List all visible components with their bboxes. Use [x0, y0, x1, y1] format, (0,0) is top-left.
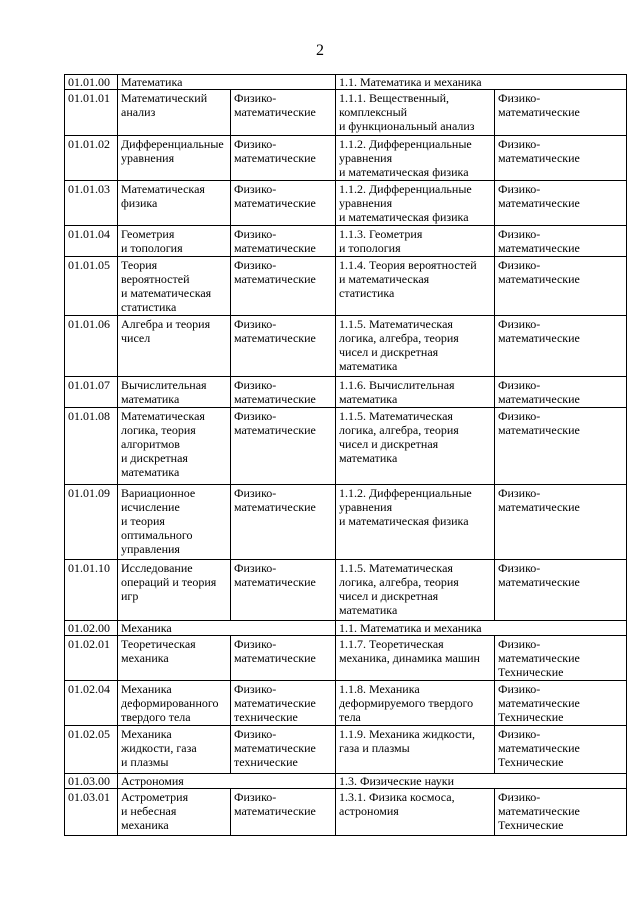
code-cell	[65, 621, 118, 636]
code-cell	[65, 485, 118, 560]
code-cell	[65, 681, 118, 726]
new-specialty-cell-text: 1.1.7. Теоретическая механика, динамика машин	[339, 637, 480, 665]
code-cell	[65, 408, 118, 485]
science-branch-cell-text: Физико- математические	[234, 486, 316, 514]
new-specialty-cell	[336, 789, 495, 836]
specialty-name-cell-text: Механика жидкости, газа и плазмы	[121, 727, 197, 769]
science-branch-cell	[231, 226, 336, 257]
specialty-name-cell	[118, 789, 231, 836]
new-specialty-cell	[336, 485, 495, 560]
specialty-name-cell-text: Математический анализ	[121, 91, 208, 119]
new-specialty-cell-text: 1.1.8. Механика деформируемого твердого тела	[339, 682, 474, 724]
new-science-branch-cell	[495, 408, 627, 485]
science-branch-cell	[231, 181, 336, 226]
new-specialty-cell	[336, 726, 495, 774]
science-branch-cell-text: Физико- математические	[234, 137, 316, 165]
new-science-branch-cell	[495, 789, 627, 836]
new-science-branch-cell	[495, 136, 627, 181]
specialty-name-cell-text: Астрометрия и небесная механика	[121, 790, 189, 832]
code-cell-text: 01.01.05	[68, 258, 110, 272]
code-cell-text: 01.01.10	[68, 561, 110, 575]
new-science-branch-cell	[495, 560, 627, 621]
section-row	[65, 621, 627, 636]
new-science-branch-cell	[495, 681, 627, 726]
table-body	[65, 75, 627, 836]
specialty-name-cell-text: Вычислительная математика	[121, 378, 207, 406]
new-specialty-cell-text: 1.1.4. Теория вероятностей и математическая статистика	[339, 258, 477, 300]
section-group-cell	[336, 621, 627, 636]
section-name-cell	[118, 75, 336, 90]
table-row	[65, 636, 627, 681]
section-name-cell	[118, 774, 336, 789]
table-row	[65, 226, 627, 257]
new-science-branch-cell-text: Физико- математические Технические	[498, 790, 580, 832]
science-branch-cell	[231, 257, 336, 316]
code-cell-text: 01.03.01	[68, 790, 110, 804]
new-specialty-cell	[336, 377, 495, 408]
code-cell	[65, 774, 118, 789]
section-name-cell	[118, 621, 336, 636]
new-specialty-cell-text: 1.1.9. Механика жидкости, газа и плазмы	[339, 727, 475, 755]
code-cell-text: 01.01.09	[68, 486, 110, 500]
science-branch-cell-text: Физико- математические	[234, 317, 316, 345]
new-science-branch-cell-text: Физико- математические	[498, 227, 580, 255]
new-specialty-cell-text: 1.1.3. Геометрия и топология	[339, 227, 423, 255]
section-name-cell-text: Математика	[121, 75, 183, 89]
section-name-cell-text: Механика	[121, 621, 172, 635]
science-branch-cell	[231, 789, 336, 836]
section-group-cell-text: 1.1. Математика и механика	[339, 75, 482, 89]
science-branch-cell-text: Физико- математические	[234, 637, 316, 665]
new-science-branch-cell	[495, 485, 627, 560]
code-cell	[65, 90, 118, 136]
new-specialty-cell	[336, 226, 495, 257]
specialty-name-cell-text: Механика деформированного твердого тела	[121, 682, 219, 724]
code-cell-text: 01.03.00	[68, 774, 110, 788]
specialty-name-cell-text: Вариационное исчисление и теория оптимального управления	[121, 486, 196, 556]
page-number: 2	[316, 42, 324, 59]
new-specialty-cell	[336, 408, 495, 485]
specialty-name-cell-text: Математическая физика	[121, 182, 205, 210]
code-cell-text: 01.01.04	[68, 227, 110, 241]
specialty-name-cell	[118, 681, 231, 726]
science-branch-cell	[231, 681, 336, 726]
specialty-name-cell-text: Теория вероятностей и математическая статистика	[121, 258, 212, 314]
science-branch-cell-text: Физико- математические	[234, 378, 316, 406]
science-branch-cell	[231, 377, 336, 408]
code-cell-text: 01.02.05	[68, 727, 110, 741]
specialty-name-cell	[118, 408, 231, 485]
code-cell	[65, 75, 118, 90]
table-row	[65, 789, 627, 836]
new-science-branch-cell-text: Физико- математические	[498, 258, 580, 286]
specialty-name-cell	[118, 726, 231, 774]
specialty-name-cell	[118, 560, 231, 621]
table-row	[65, 316, 627, 377]
science-branch-cell-text: Физико- математические	[234, 91, 316, 119]
specialty-name-cell-text: Геометрия и топология	[121, 227, 183, 255]
new-science-branch-cell	[495, 257, 627, 316]
code-cell	[65, 726, 118, 774]
new-science-branch-cell	[495, 726, 627, 774]
new-science-branch-cell	[495, 226, 627, 257]
new-specialty-cell-text: 1.1.5. Математическая логика, алгебра, теория чисел и дискретная математика	[339, 317, 459, 373]
table-row	[65, 726, 627, 774]
new-specialty-cell-text: 1.1.2. Дифференциальные уравнения и математическая физика	[339, 137, 472, 179]
science-branch-cell	[231, 90, 336, 136]
code-cell	[65, 136, 118, 181]
specialty-name-cell	[118, 90, 231, 136]
new-science-branch-cell-text: Физико- математические Технические	[498, 682, 580, 724]
specialty-name-cell	[118, 636, 231, 681]
science-branch-cell-text: Физико- математические	[234, 409, 316, 437]
new-science-branch-cell-text: Физико- математические	[498, 561, 580, 589]
science-branch-cell-text: Физико- математические	[234, 790, 316, 818]
specialty-name-cell-text: Алгебра и теория чисел	[121, 317, 211, 345]
new-science-branch-cell-text: Физико- математические Технические	[498, 637, 580, 679]
code-cell	[65, 377, 118, 408]
table-row	[65, 90, 627, 136]
new-science-branch-cell	[495, 636, 627, 681]
table-row	[65, 681, 627, 726]
science-branch-cell	[231, 560, 336, 621]
science-branch-cell-text: Физико- математические технические	[234, 727, 316, 769]
specialty-name-cell-text: Исследование операций и теория игр	[121, 561, 217, 603]
table-row	[65, 377, 627, 408]
science-branch-cell-text: Физико- математические	[234, 227, 316, 255]
science-branch-cell	[231, 726, 336, 774]
new-specialty-cell	[336, 181, 495, 226]
new-science-branch-cell-text: Физико- математические	[498, 409, 580, 437]
new-science-branch-cell-text: Физико- математические	[498, 182, 580, 210]
specialty-name-cell	[118, 181, 231, 226]
specialty-name-cell	[118, 316, 231, 377]
science-branch-cell	[231, 485, 336, 560]
new-specialty-cell-text: 1.1.5. Математическая логика, алгебра, теория чисел и дискретная математика	[339, 409, 459, 465]
code-cell	[65, 636, 118, 681]
table-row	[65, 257, 627, 316]
section-row	[65, 774, 627, 789]
new-specialty-cell	[336, 90, 495, 136]
code-cell-text: 01.01.00	[68, 75, 110, 89]
new-specialty-cell	[336, 560, 495, 621]
code-cell-text: 01.02.00	[68, 621, 110, 635]
specialty-name-cell	[118, 377, 231, 408]
code-cell-text: 01.01.02	[68, 137, 110, 151]
new-science-branch-cell	[495, 377, 627, 408]
code-cell-text: 01.01.08	[68, 409, 110, 423]
table-row	[65, 181, 627, 226]
code-cell	[65, 257, 118, 316]
table-row	[65, 485, 627, 560]
new-specialty-cell	[336, 636, 495, 681]
science-branch-cell-text: Физико- математические	[234, 258, 316, 286]
science-branch-cell	[231, 316, 336, 377]
specialty-name-cell-text: Дифференциальные уравнения	[121, 137, 224, 165]
new-specialty-cell-text: 1.1.2. Дифференциальные уравнения и математическая физика	[339, 182, 472, 224]
new-specialty-cell-text: 1.1.2. Дифференциальные уравнения и математическая физика	[339, 486, 472, 528]
specialty-name-cell	[118, 257, 231, 316]
new-specialty-cell-text: 1.1.1. Вещественный, комплексный и функциональный анализ	[339, 91, 475, 133]
new-science-branch-cell-text: Физико- математические	[498, 378, 580, 406]
specialty-name-cell	[118, 226, 231, 257]
section-group-cell	[336, 774, 627, 789]
science-branch-cell-text: Физико- математические	[234, 561, 316, 589]
code-cell	[65, 226, 118, 257]
specialty-name-cell-text: Теоретическая механика	[121, 637, 196, 665]
new-science-branch-cell	[495, 90, 627, 136]
new-science-branch-cell-text: Физико- математические Технические	[498, 727, 580, 769]
code-cell-text: 01.01.03	[68, 182, 110, 196]
code-cell-text: 01.01.07	[68, 378, 110, 392]
new-science-branch-cell-text: Физико- математические	[498, 317, 580, 345]
new-specialty-cell	[336, 136, 495, 181]
table-row	[65, 408, 627, 485]
code-cell	[65, 789, 118, 836]
section-group-cell-text: 1.3. Физические науки	[339, 774, 455, 788]
science-branch-cell	[231, 136, 336, 181]
new-science-branch-cell-text: Физико- математические	[498, 137, 580, 165]
code-cell	[65, 181, 118, 226]
new-science-branch-cell-text: Физико- математические	[498, 91, 580, 119]
table-row	[65, 560, 627, 621]
science-branch-cell	[231, 636, 336, 681]
science-branch-cell-text: Физико- математические технические	[234, 682, 316, 724]
table-row	[65, 136, 627, 181]
specialty-name-cell	[118, 136, 231, 181]
section-group-cell	[336, 75, 627, 90]
code-cell	[65, 560, 118, 621]
science-branch-cell-text: Физико- математические	[234, 182, 316, 210]
new-specialty-cell	[336, 681, 495, 726]
code-cell	[65, 316, 118, 377]
new-specialty-cell	[336, 257, 495, 316]
new-science-branch-cell-text: Физико- математические	[498, 486, 580, 514]
new-specialty-cell-text: 1.3.1. Физика космоса, астрономия	[339, 790, 455, 818]
new-specialty-cell-text: 1.1.6. Вычислительная математика	[339, 378, 455, 406]
section-group-cell-text: 1.1. Математика и механика	[339, 621, 482, 635]
code-cell-text: 01.01.01	[68, 91, 110, 105]
code-cell-text: 01.01.06	[68, 317, 110, 331]
specialty-name-cell	[118, 485, 231, 560]
new-specialty-cell	[336, 316, 495, 377]
code-cell-text: 01.02.01	[68, 637, 110, 651]
science-branch-cell	[231, 408, 336, 485]
section-name-cell-text: Астрономия	[121, 774, 184, 788]
specialty-name-cell-text: Математическая логика, теория алгоритмов и дискретная математика	[121, 409, 205, 479]
new-science-branch-cell	[495, 316, 627, 377]
section-row	[65, 75, 627, 90]
specialties-table	[64, 74, 627, 836]
new-science-branch-cell	[495, 181, 627, 226]
code-cell-text: 01.02.04	[68, 682, 110, 696]
new-specialty-cell-text: 1.1.5. Математическая логика, алгебра, теория чисел и дискретная математика	[339, 561, 459, 617]
